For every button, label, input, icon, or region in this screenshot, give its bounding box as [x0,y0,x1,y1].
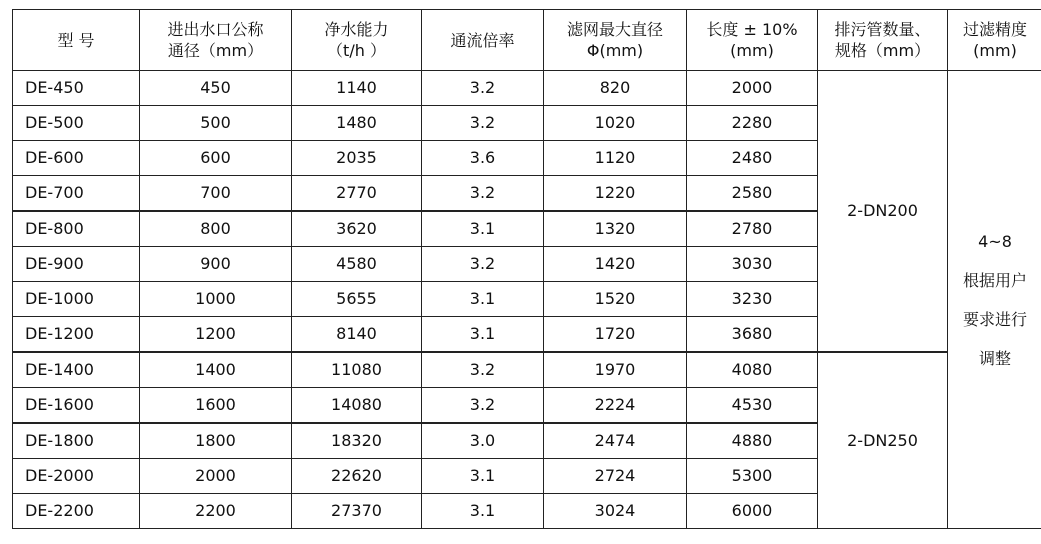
cell-flow-ratio: 3.1 [422,211,544,247]
cell-screen-diameter: 2224 [544,388,687,424]
cell-flow-ratio: 3.1 [422,282,544,317]
cell-model: DE-450 [13,71,140,106]
header-screen-diameter [544,10,687,71]
header-line: 规格（mm） [834,41,931,60]
cell-screen-diameter: 1220 [544,176,687,212]
cell-capacity: 18320 [292,423,422,459]
header-model [13,10,140,71]
header-line: 滤网最大直径 [566,20,663,39]
cell-length: 3230 [687,282,818,317]
cell-inlet-diameter: 800 [140,211,292,247]
cell-inlet-diameter: 1200 [140,317,292,353]
cell-screen-diameter: 1970 [544,352,687,388]
cell-length: 2780 [687,211,818,247]
cell-capacity: 4580 [292,247,422,282]
header-line: 进出水口公称 [167,20,264,39]
header-line: 通流倍率 [450,30,515,50]
cell-screen-diameter: 2474 [544,423,687,459]
cell-capacity: 27370 [292,494,422,529]
cell-inlet-diameter: 450 [140,71,292,106]
cell-capacity: 14080 [292,388,422,424]
cell-length: 5300 [687,459,818,494]
precision-line: 根据用户 [962,270,1027,290]
table-row [13,71,1041,106]
cell-screen-diameter: 3024 [544,494,687,529]
cell-inlet-diameter: 900 [140,247,292,282]
cell-length: 2580 [687,176,818,212]
cell-flow-ratio: 3.2 [422,71,544,106]
cell-model: DE-800 [13,211,140,247]
header-inlet-diameter [140,10,292,71]
spec-table [12,9,1041,529]
cell-flow-ratio: 3.2 [422,388,544,424]
cell-screen-diameter: 820 [544,71,687,106]
cell-screen-diameter: 2724 [544,459,687,494]
header-line: 长度 ± 10% [706,20,798,39]
cell-inlet-diameter: 1400 [140,352,292,388]
cell-inlet-diameter: 600 [140,141,292,176]
cell-length: 6000 [687,494,818,529]
header-line: 排污管数量、 [834,20,931,39]
cell-inlet-diameter: 2000 [140,459,292,494]
cell-flow-ratio: 3.2 [422,247,544,282]
cell-flow-ratio: 3.2 [422,176,544,212]
header-drain-pipe [818,10,948,71]
cell-capacity: 5655 [292,282,422,317]
cell-capacity: 8140 [292,317,422,353]
cell-flow-ratio: 3.1 [422,459,544,494]
header-line: 过滤精度 [962,20,1027,39]
cell-length: 2480 [687,141,818,176]
cell-capacity: 3620 [292,211,422,247]
header-line: （t/h ） [327,41,386,60]
cell-screen-diameter: 1420 [544,247,687,282]
cell-model: DE-1400 [13,352,140,388]
cell-screen-diameter: 1320 [544,211,687,247]
cell-flow-ratio: 3.0 [422,423,544,459]
header-line: (mm) [730,41,774,60]
table-row [13,352,1041,388]
cell-screen-diameter: 1120 [544,141,687,176]
header-length [687,10,818,71]
header-flow-ratio [422,10,544,71]
header-line: 型 号 [57,30,95,50]
cell-inlet-diameter: 1800 [140,423,292,459]
cell-screen-diameter: 1020 [544,106,687,141]
cell-length: 2000 [687,71,818,106]
cell-length: 4530 [687,388,818,424]
cell-capacity: 11080 [292,352,422,388]
header-line: 净水能力 [324,20,389,39]
cell-capacity: 2035 [292,141,422,176]
cell-length: 4880 [687,423,818,459]
cell-flow-ratio: 3.1 [422,494,544,529]
cell-model: DE-1000 [13,282,140,317]
header-filter-precision [948,10,1041,71]
cell-capacity: 2770 [292,176,422,212]
cell-length: 3030 [687,247,818,282]
cell-filter-precision [948,71,1041,529]
cell-flow-ratio: 3.1 [422,317,544,353]
cell-model: DE-1800 [13,423,140,459]
cell-model: DE-1600 [13,388,140,424]
cell-model: DE-2200 [13,494,140,529]
precision-line: 4~8 [978,231,1012,251]
precision-line: 调整 [978,348,1011,368]
header-line: 通径（mm） [167,41,264,60]
cell-length: 4080 [687,352,818,388]
cell-model: DE-1200 [13,317,140,353]
cell-inlet-diameter: 2200 [140,494,292,529]
cell-capacity: 22620 [292,459,422,494]
cell-model: DE-900 [13,247,140,282]
cell-capacity: 1140 [292,71,422,106]
cell-inlet-diameter: 1600 [140,388,292,424]
cell-model: DE-500 [13,106,140,141]
cell-inlet-diameter: 500 [140,106,292,141]
header-capacity [292,10,422,71]
table-body [13,71,1041,529]
header-row [13,10,1041,71]
cell-inlet-diameter: 700 [140,176,292,212]
header-line: (mm) [973,41,1017,60]
cell-inlet-diameter: 1000 [140,282,292,317]
cell-flow-ratio: 3.6 [422,141,544,176]
header-line: Φ(mm) [586,41,644,60]
cell-drain-pipe: 2-DN200 [818,71,948,353]
cell-model: DE-700 [13,176,140,212]
cell-flow-ratio: 3.2 [422,106,544,141]
precision-line: 要求进行 [962,309,1027,329]
cell-model: DE-2000 [13,459,140,494]
cell-model: DE-600 [13,141,140,176]
cell-drain-pipe: 2-DN250 [818,352,948,529]
cell-capacity: 1480 [292,106,422,141]
cell-length: 3680 [687,317,818,353]
cell-screen-diameter: 1520 [544,282,687,317]
cell-screen-diameter: 1720 [544,317,687,353]
cell-flow-ratio: 3.2 [422,352,544,388]
cell-length: 2280 [687,106,818,141]
